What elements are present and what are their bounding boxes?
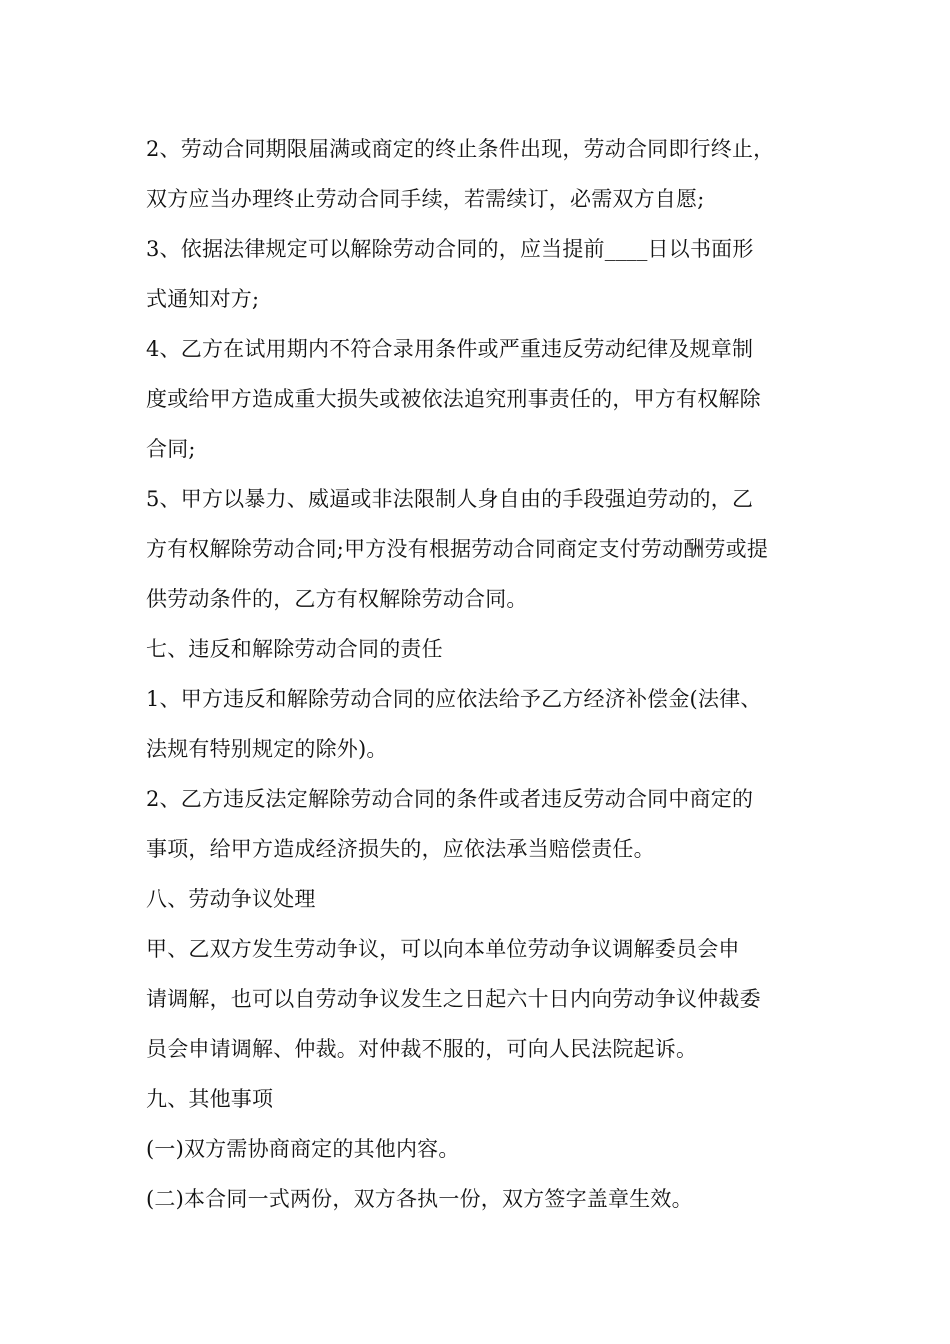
text-line: 方有权解除劳动合同;甲方没有根据劳动合同商定支付劳动酬劳或提	[146, 537, 769, 561]
text-line: 双方应当办理终止劳动合同手续，若需续订，必需双方自愿;	[146, 187, 705, 211]
text-line: 事项，给甲方造成经济损失的，应依法承当赔偿责任。	[146, 837, 655, 861]
text-line: 度或给甲方造成重大损失或被依法追究刑事责任的，甲方有权解除	[146, 387, 761, 411]
section-heading: 九、其他事项	[146, 1087, 274, 1111]
text-line: 3、依据法律规定可以解除劳动合同的，应当提前____日以书面形	[146, 237, 754, 261]
text-line: 员会申请调解、仲裁。对仲裁不服的，可向人民法院起诉。	[146, 1037, 698, 1061]
text-line: 式通知对方;	[146, 287, 260, 311]
text-line: 法规有特别规定的除外)。	[146, 737, 388, 761]
text-line: (二)本合同一式两份，双方各执一份，双方签字盖章生效。	[146, 1187, 693, 1211]
text-line: 合同;	[146, 437, 196, 461]
text-line: 5、甲方以暴力、威逼或非法限制人身自由的手段强迫劳动的，乙	[146, 487, 754, 511]
text-line: 甲、乙双方发生劳动争议，可以向本单位劳动争议调解委员会申	[146, 937, 740, 961]
section-heading: 七、违反和解除劳动合同的责任	[146, 637, 443, 661]
section-heading: 八、劳动争议处理	[146, 887, 316, 911]
text-line: 1、甲方违反和解除劳动合同的应依法给予乙方经济补偿金(法律、	[146, 687, 762, 711]
text-line: 2、劳动合同期限届满或商定的终止条件出现，劳动合同即行终止，	[146, 137, 775, 161]
text-line: 请调解，也可以自劳动争议发生之日起六十日内向劳动争议仲裁委	[146, 987, 761, 1011]
text-line: (一)双方需协商商定的其他内容。	[146, 1137, 460, 1161]
text-line: 供劳动条件的，乙方有权解除劳动合同。	[146, 587, 528, 611]
text-line: 4、乙方在试用期内不符合录用条件或严重违反劳动纪律及规章制	[146, 337, 754, 361]
text-line: 2、乙方违反法定解除劳动合同的条件或者违反劳动合同中商定的	[146, 787, 754, 811]
